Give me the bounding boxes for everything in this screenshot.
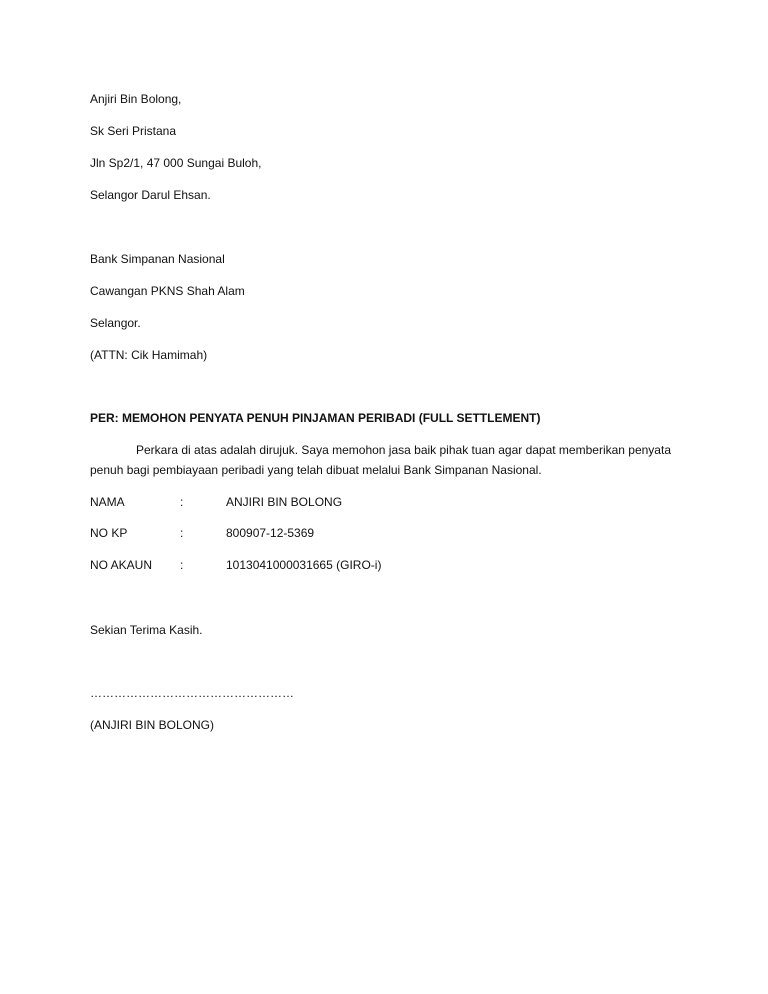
letter-subject: PER: MEMOHON PENYATA PENUH PINJAMAN PERIBADI (FULL SETTLEMENT) bbox=[90, 411, 541, 425]
field-colon: : bbox=[180, 526, 184, 540]
field-label: NO AKAUN bbox=[90, 558, 153, 572]
field-row-no-akaun bbox=[90, 557, 690, 573]
sender-school: Sk Seri Pristana bbox=[90, 124, 177, 138]
field-value: ANJIRI BIN BOLONG bbox=[226, 495, 343, 509]
signature-name: (ANJIRI BIN BOLONG) bbox=[90, 718, 215, 732]
recipient-branch: Cawangan PKNS Shah Alam bbox=[90, 284, 245, 298]
sender-street: Jln Sp2/1, 47 000 Sungai Buloh, bbox=[90, 156, 262, 170]
body-paragraph bbox=[90, 440, 690, 480]
sender-name: Anjiri Bin Bolong, bbox=[90, 92, 182, 106]
field-label: NO KP bbox=[90, 526, 128, 540]
signature-line: …………………………………………… bbox=[90, 686, 294, 700]
field-colon: : bbox=[180, 558, 184, 572]
field-value: 1013041000031665 (GIRO-i) bbox=[226, 558, 382, 572]
recipient-attn: (ATTN: Cik Hamimah) bbox=[90, 348, 208, 362]
field-label: NAMA bbox=[90, 495, 125, 509]
sender-state: Selangor Darul Ehsan. bbox=[90, 188, 211, 202]
recipient-state: Selangor. bbox=[90, 316, 141, 330]
closing-text: Sekian Terima Kasih. bbox=[90, 623, 203, 637]
field-colon: : bbox=[180, 495, 184, 509]
field-row-nama bbox=[90, 494, 690, 510]
recipient-bank: Bank Simpanan Nasional bbox=[90, 252, 225, 266]
field-row-no-kp bbox=[90, 525, 690, 541]
field-value: 800907-12-5369 bbox=[226, 526, 315, 540]
body-paragraph-text: Perkara di atas adalah dirujuk. Saya memohon jasa baik pihak tuan agar dapat memberikan penyata penuh bagi pembiayaan peribadi yang telah dibuat melalui Bank Simpanan Nasional. bbox=[90, 443, 671, 477]
